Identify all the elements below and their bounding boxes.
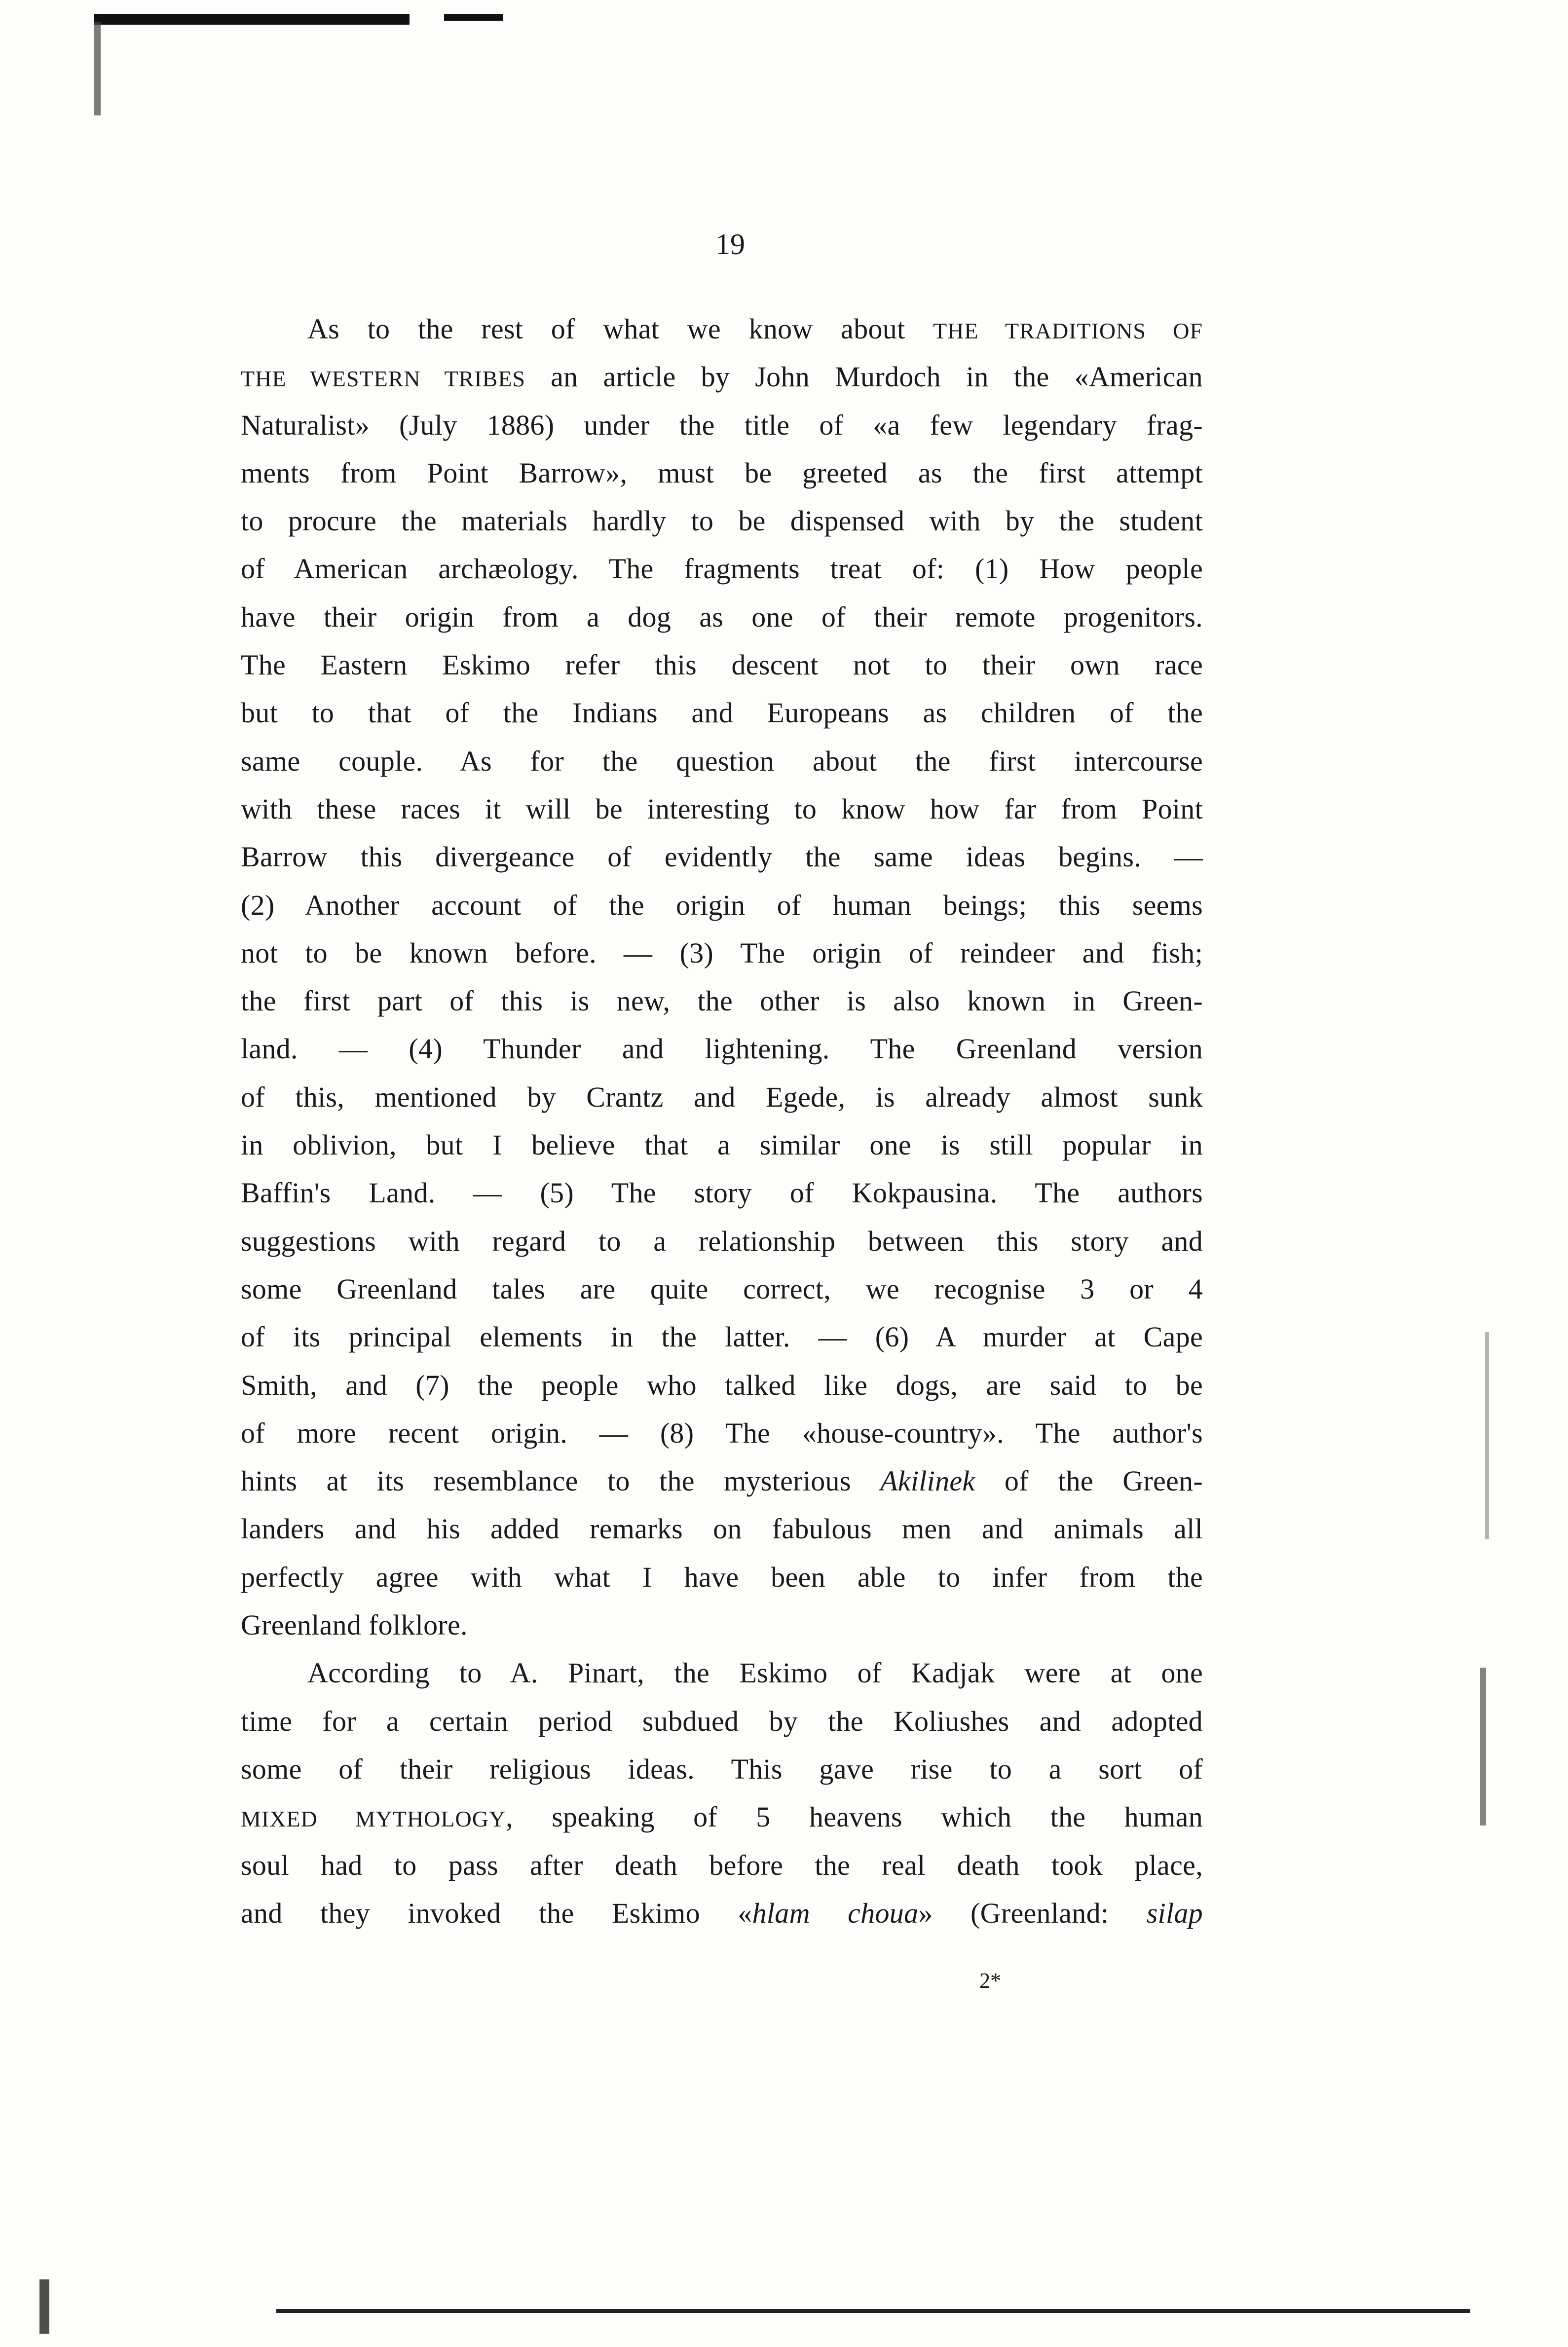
text-span: (2) Another account of the origin of human beings; this seems	[241, 889, 1203, 921]
text-line	[241, 497, 1203, 545]
text-line	[241, 1073, 1203, 1121]
text-span: hints at its resemblance to the mysterious	[241, 1465, 881, 1497]
text-span: Smith, and (7) the people who talked like dogs, are said to be	[241, 1369, 1203, 1401]
text-span: to procure the materials hardly to be dispensed with by the student	[241, 505, 1203, 537]
text-span: the first part of this is new, the other is also known in Green-	[241, 985, 1203, 1017]
text-line	[241, 1265, 1203, 1313]
text-span: THE WESTERN TRIBES	[241, 366, 525, 392]
text-span: MIXED MYTHOLOGY	[241, 1806, 506, 1832]
text-span: Naturalist» (July 1886) under the title of «a few legendary frag-	[241, 409, 1203, 441]
text-span: ments from Point Barrow», must be greeted as the first attempt	[241, 456, 1203, 489]
text-line	[241, 1169, 1203, 1217]
text-line	[241, 833, 1203, 881]
text-line	[241, 1889, 1203, 1937]
text-line	[241, 1025, 1203, 1073]
text-span: Greenland folklore.	[241, 1609, 468, 1641]
scan-border-top	[94, 14, 410, 25]
text-line	[241, 1649, 1203, 1697]
text-span: time for a certain period subdued by the Koliushes and adopted	[241, 1705, 1203, 1737]
text-span: some of their religious ideas. This gave rise to a sort of	[241, 1752, 1203, 1785]
text-line	[241, 1505, 1203, 1553]
signature-mark: 2*	[979, 1969, 1001, 1993]
text-span: perfectly agree with what I have been able to infer from the	[241, 1561, 1203, 1593]
text-span: suggestions with regard to a relationship between this story and	[241, 1225, 1203, 1257]
text-span: Baffin's Land. — (5) The story of Kokpausina. The authors	[241, 1177, 1203, 1209]
scan-border-left-fragment	[94, 22, 101, 115]
scan-border-top-fragment	[444, 14, 503, 21]
page-number: 19	[715, 228, 745, 261]
text-span: of American archæology. The fragments treat of: (1) How people	[241, 553, 1203, 585]
text-line	[241, 641, 1203, 689]
text-span: soul had to pass after death before the real death took place,	[241, 1849, 1203, 1881]
text-line	[241, 1313, 1203, 1361]
text-line	[241, 1697, 1203, 1745]
text-line	[241, 785, 1203, 833]
text-span: of its principal elements in the latter. — (6) A murder at Cape	[241, 1321, 1203, 1353]
text-span: silap	[1146, 1897, 1203, 1929]
scan-binding-mark	[39, 2279, 49, 2334]
text-span: » (Greenland:	[918, 1897, 1147, 1929]
text-line	[241, 1601, 1203, 1649]
text-span: not to be known before. — (3) The origin of reindeer and fish;	[241, 936, 1203, 969]
text-span: have their origin from a dog as one of their remote progenitors.	[241, 600, 1203, 633]
text-span: As to the rest of what we know about	[307, 313, 933, 345]
text-line	[241, 737, 1203, 785]
text-line	[241, 545, 1203, 593]
text-span: same couple. As for the question about the first intercourse	[241, 745, 1203, 777]
text-span: of more recent origin. — (8) The «house-country». The author's	[241, 1416, 1203, 1449]
text-span: land. — (4) Thunder and lightening. The Greenland version	[241, 1033, 1203, 1065]
text-span: Akilinek	[880, 1465, 975, 1497]
text-line	[241, 1361, 1203, 1409]
text-span: According to A. Pinart, the Eskimo of Kadjak were at one	[307, 1657, 1203, 1689]
text-line	[241, 929, 1203, 977]
text-line	[241, 1745, 1203, 1793]
text-span: THE TRADITIONS OF	[933, 318, 1203, 343]
scan-border-bottom	[276, 2309, 1470, 2313]
text-line	[241, 449, 1203, 497]
text-line	[241, 353, 1203, 401]
text-span: Barrow this divergeance of evidently the same ideas begins. —	[241, 841, 1203, 873]
text-line	[241, 401, 1203, 449]
text-line	[241, 305, 1203, 353]
text-span: in oblivion, but I believe that a similar one is still popular in	[241, 1129, 1203, 1161]
text-line	[241, 593, 1203, 641]
text-line	[241, 1457, 1203, 1505]
text-line	[241, 1217, 1203, 1265]
text-line	[241, 1553, 1203, 1601]
text-line	[241, 1409, 1203, 1457]
text-line	[241, 881, 1203, 929]
text-span: of this, mentioned by Crantz and Egede, is already almost sunk	[241, 1080, 1203, 1113]
body-text	[241, 305, 1203, 1937]
text-line	[241, 1841, 1203, 1889]
text-line	[241, 977, 1203, 1025]
text-span: of the Green-	[975, 1465, 1203, 1497]
scan-border-right-faint	[1485, 1332, 1489, 1539]
text-span: with these races it will be interesting to know how far from Point	[241, 792, 1203, 825]
text-span: hlam choua	[752, 1897, 919, 1929]
text-span: an article by John Murdoch in the «American	[525, 361, 1203, 393]
text-span: and they invoked the Eskimo «	[241, 1897, 752, 1929]
text-line	[241, 1121, 1203, 1169]
text-span: landers and his added remarks on fabulous men and animals all	[241, 1513, 1203, 1545]
text-line	[241, 689, 1203, 737]
text-span: The Eastern Eskimo refer this descent not to their own race	[241, 649, 1203, 681]
scan-border-right	[1480, 1668, 1486, 1825]
text-span: some Greenland tales are quite correct, we recognise 3 or 4	[241, 1272, 1203, 1305]
text-span: but to that of the Indians and Europeans as children of the	[241, 697, 1203, 729]
text-span: , speaking of 5 heavens which the human	[506, 1801, 1203, 1833]
text-line	[241, 1793, 1203, 1841]
